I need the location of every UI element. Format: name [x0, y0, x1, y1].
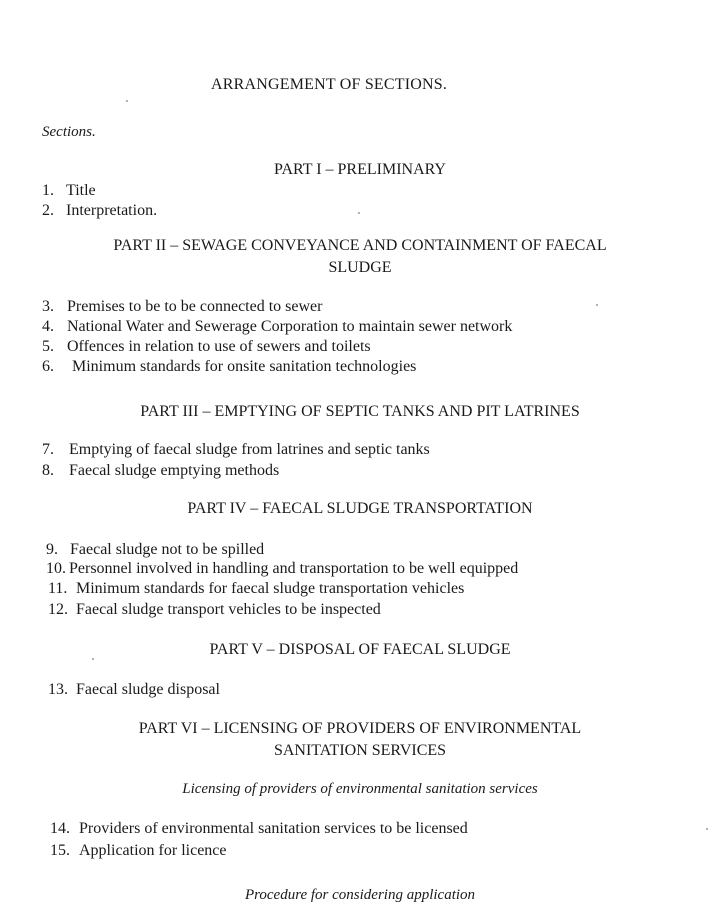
scan-speck [706, 828, 708, 830]
part-3-heading: PART III – EMPTYING OF SEPTIC TANKS AND PIT LATRINES [140, 403, 580, 420]
part-6-subheading-2: Procedure for considering application [244, 887, 476, 903]
part-6-subheading: Licensing of providers of environmental sanitation services [182, 781, 538, 797]
scan-speck [92, 658, 94, 660]
section-item: 8. Faecal sludge emptying methods [42, 462, 280, 479]
part-1-heading: PART I – PRELIMINARY [274, 161, 446, 178]
section-item: 1. Title [42, 182, 96, 199]
section-item: 13. Faecal sludge disposal [48, 681, 220, 698]
part-4-heading: PART IV – FAECAL SLUDGE TRANSPORTATION [187, 500, 533, 517]
section-item: 3. Premises to be to be connected to sewer [42, 298, 323, 315]
section-item: 11. Minimum standards for faecal sludge transportation vehicles [48, 580, 465, 597]
scan-speck [358, 212, 360, 214]
section-item: 14. Providers of environmental sanitation services to be licensed [50, 820, 468, 837]
section-item: 7. Emptying of faecal sludge from latrines and septic tanks [42, 441, 430, 458]
section-item: 4. National Water and Sewerage Corporation to maintain sewer network [42, 318, 513, 335]
section-item: 12. Faecal sludge transport vehicles to be inspected [48, 601, 381, 618]
section-item: 5. Offences in relation to use of sewers and toilets [42, 338, 371, 355]
section-item: 15. Application for licence [50, 842, 227, 859]
section-item: 6. Minimum standards for onsite sanitation technologies [42, 358, 417, 375]
part-5-heading: PART V – DISPOSAL OF FAECAL SLUDGE [209, 641, 511, 658]
section-item: 9. Faecal sludge not to be spilled [46, 541, 265, 558]
scan-speck [596, 304, 598, 306]
sections-label: Sections. [42, 124, 96, 140]
document-title: ARRANGEMENT OF SECTIONS. [211, 76, 448, 93]
section-item: 2. Interpretation. [42, 202, 158, 219]
scan-speck [126, 100, 128, 102]
part-2-heading: PART II – SEWAGE CONVEYANCE AND CONTAINMENT OF FAECAL SLUDGE [113, 237, 607, 276]
part-6-heading: PART VI – LICENSING OF PROVIDERS OF ENVIRONMENTAL SANITATION SERVICES [138, 720, 582, 759]
section-item: 10. Personnel involved in handling and transportation to be well equipped [46, 560, 519, 577]
